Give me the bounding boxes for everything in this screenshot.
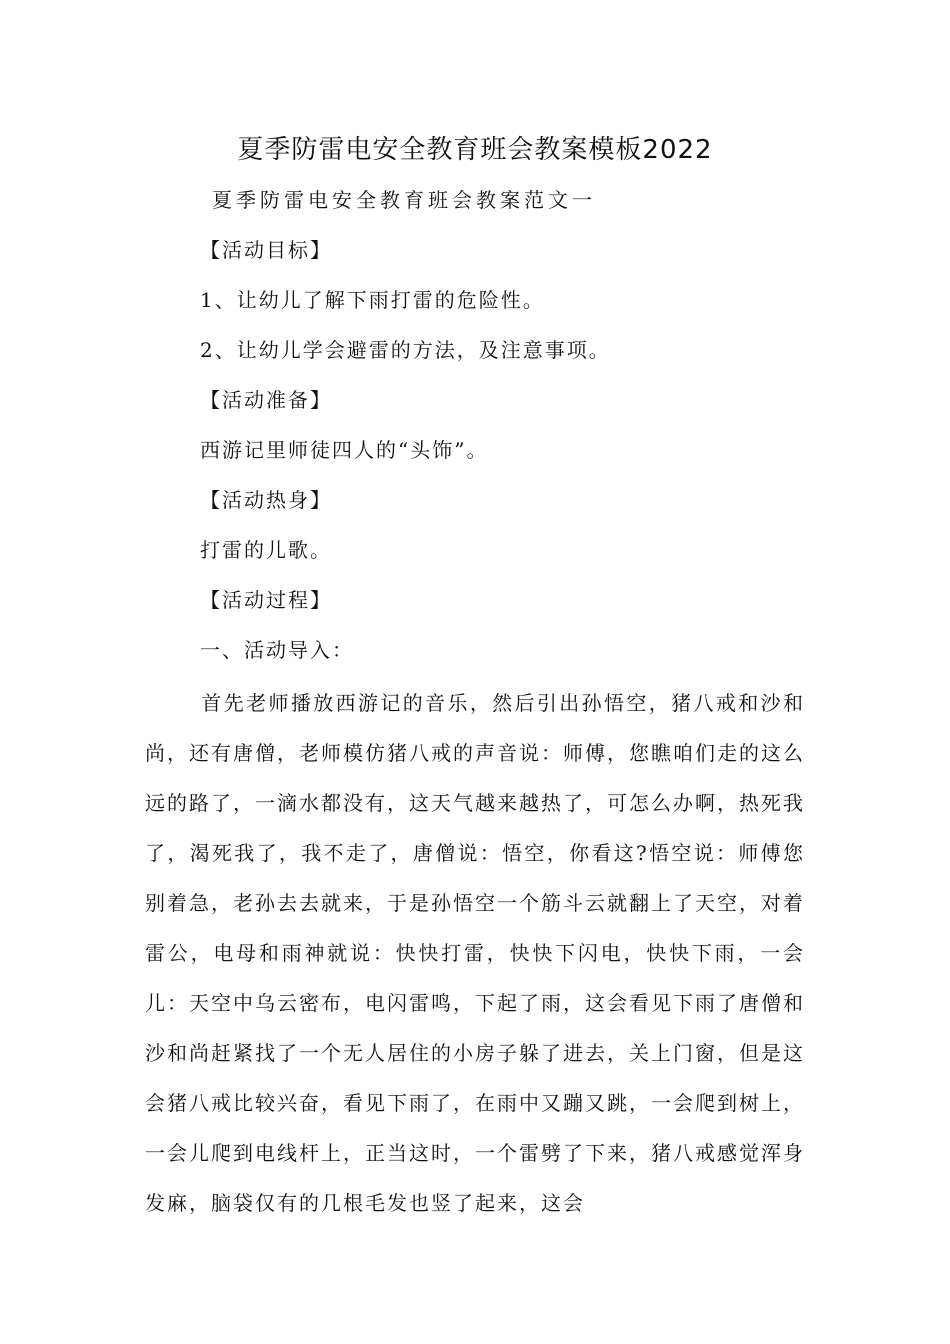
section-heading-warmup: 【活动热身】: [200, 488, 332, 512]
section-heading-process: 【活动过程】: [200, 588, 332, 612]
section-heading-preparation: 【活动准备】: [200, 388, 332, 412]
preparation-text: 西游记里师徒四人的“头饰”。: [200, 438, 489, 462]
document-subtitle: 夏季防雷电安全教育班会教案范文一: [212, 188, 596, 212]
body-paragraph-text: 首先老师播放西游记的音乐，然后引出孙悟空，猪八戒和沙和尚，还有唐僧，老师模仿猪八戒的声音说：师傅，您瞧咱们走的这么远的路了，一滴水都没有，这天气越来越热了，可怎么办啊，热死我了，渴死我了，我不走了，唐僧说：悟空，你看这?悟空说：师傅您别着急，老孙去去就来，于是孙悟空一个筋斗云就翻上了天空，对着雷公，电母和雨神就说：快快打雷，快快下闪电，快快下雨，一会儿：天空中乌云密布，电闪雷鸣，下起了雨，这会看见下雨了唐僧和沙和尚赶紧找了一个无人居住的小房子躲了进去，关上门窗，但是这会猪八戒比较兴奋，看见下雨了，在雨中又蹦又跳，一会爬到树上，一会儿爬到电线杆上，正当这时，一个雷劈了下来，猪八戒感觉浑身发麻，脑袋仅有的几根毛发也竖了起来，这会: [145, 691, 805, 1215]
document-title: 夏季防雷电安全教育班会教案模板2022: [237, 135, 713, 165]
goal-item-1: 1、让幼儿了解下雨打雷的危险性。: [200, 288, 545, 312]
warmup-text: 打雷的儿歌。: [200, 538, 332, 562]
section-heading-goals: 【活动目标】: [200, 238, 332, 262]
body-paragraph: [145, 678, 805, 1228]
process-step-1-heading: 一、活动导入：: [200, 638, 354, 662]
goal-item-2: 2、让幼儿学会避雷的方法，及注意事项。: [200, 338, 611, 362]
